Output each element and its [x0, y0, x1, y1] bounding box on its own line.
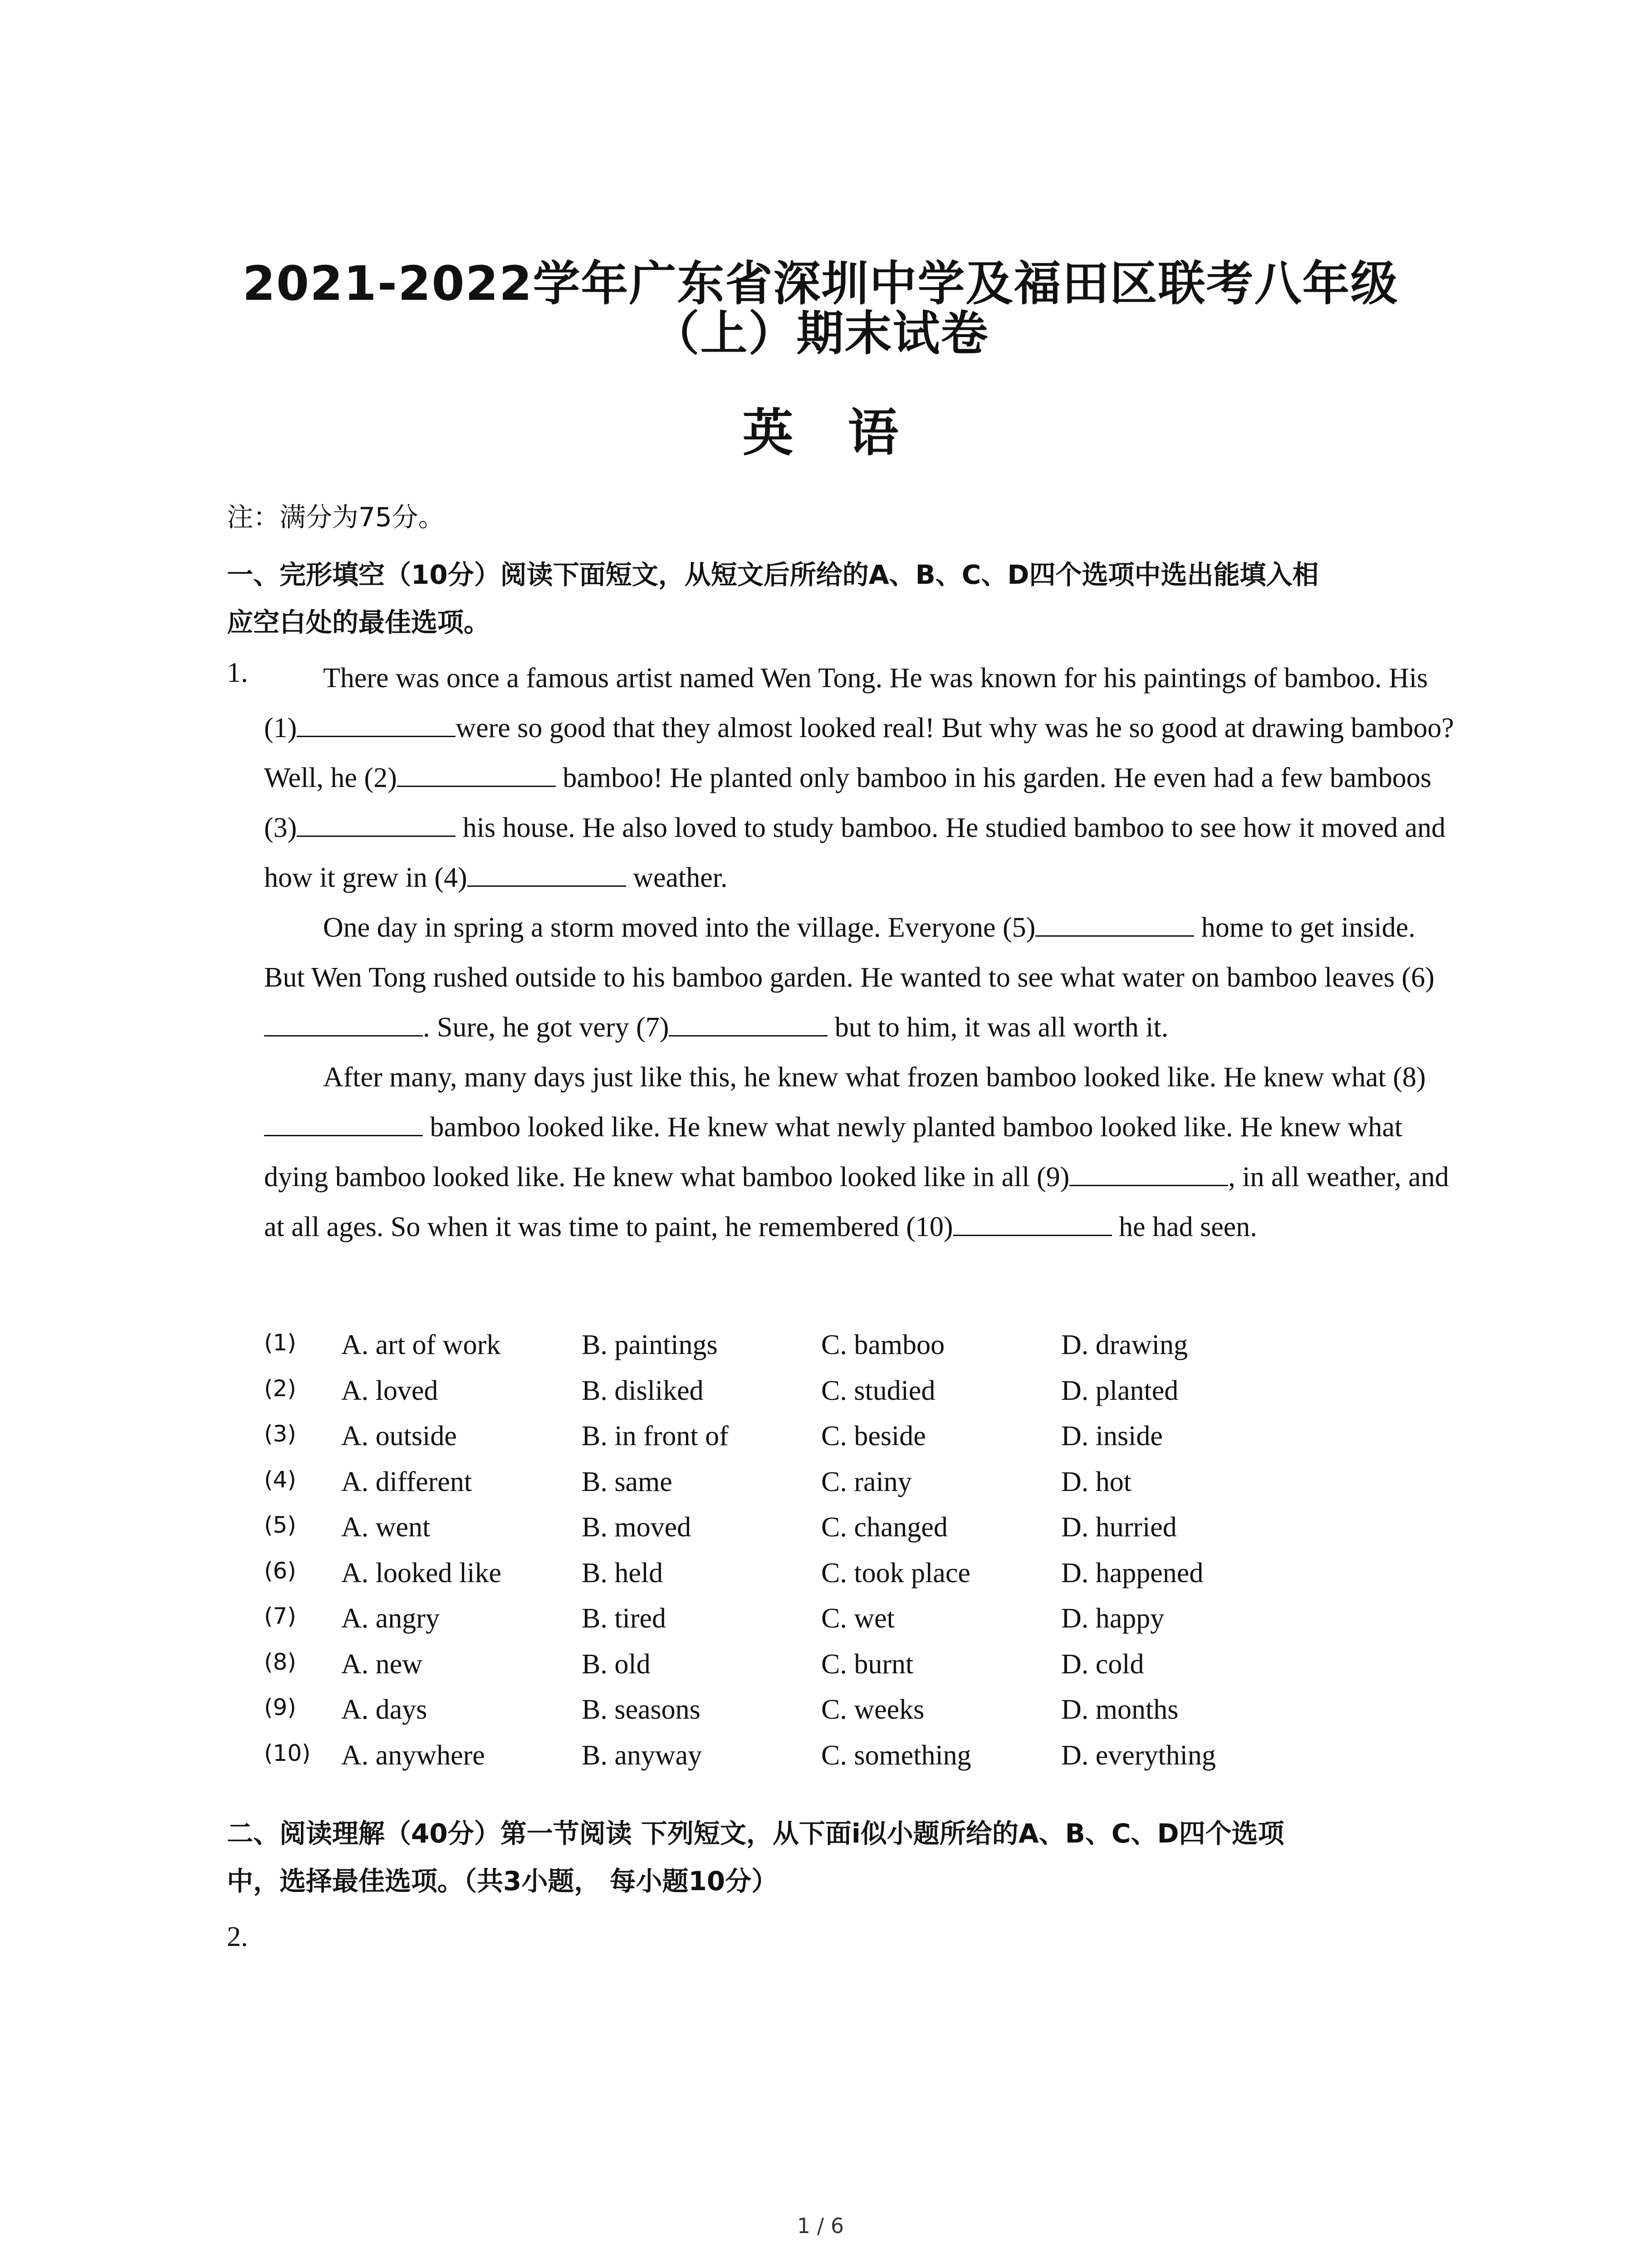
option-number: (9) — [264, 1694, 296, 1721]
passage-text: , in all weather, and at all ages. So when it was time to paint, he remembered (10) — [264, 1162, 1449, 1242]
passage-text: but to him, it was all worth it. — [828, 1012, 1169, 1043]
option-a[interactable]: A. loved — [341, 1375, 438, 1406]
option-number: (2) — [264, 1375, 296, 1402]
option-b[interactable]: B. tired — [582, 1603, 666, 1634]
option-number: (1) — [264, 1330, 296, 1356]
answer-blank-5[interactable] — [1035, 909, 1194, 937]
subject-heading: 英语 — [742, 404, 953, 463]
option-d[interactable]: D. months — [1061, 1694, 1179, 1725]
option-row — [264, 1735, 1489, 1781]
answer-blank-7[interactable] — [669, 1009, 828, 1036]
option-d[interactable]: D. hurried — [1061, 1512, 1177, 1543]
option-number: (6) — [264, 1557, 296, 1584]
answer-blank-3[interactable] — [297, 809, 456, 837]
passage-text: his house. He also loved to study bamboo. He studied bamboo to see how it moved and how it grew in (4) — [264, 812, 1446, 893]
passage-text: home to get inside. But Wen Tong rushed outside to his bamboo garden. He wanted to see what water on bamboo leaves (6) — [264, 912, 1435, 993]
option-a[interactable]: A. new — [341, 1648, 423, 1680]
option-c[interactable]: C. beside — [821, 1421, 926, 1452]
option-d[interactable]: D. everything — [1061, 1740, 1216, 1771]
option-number: (5) — [264, 1512, 296, 1538]
section-2-line2: 中，选择最佳选项。（共3小题， 每小题10分） — [227, 1866, 778, 1897]
answer-blank-2[interactable] — [397, 759, 556, 787]
answer-blank-4[interactable] — [467, 859, 626, 887]
section-1-line2: 应空白处的最佳选项。 — [227, 607, 490, 638]
question-1-number: 1. — [227, 657, 248, 688]
option-b[interactable]: B. seasons — [582, 1694, 700, 1725]
option-c[interactable]: C. rainy — [821, 1466, 912, 1497]
option-b[interactable]: B. anyway — [582, 1740, 702, 1771]
option-row — [264, 1553, 1489, 1598]
section-1-line1: 一、完形填空（10分）阅读下面短文，从短文后所给的A、B、C、D四个选项中选出能填入相 — [227, 559, 1319, 590]
question-2-number: 2. — [227, 1921, 248, 1952]
score-note: 注：满分为75分。 — [227, 502, 445, 533]
option-b[interactable]: B. same — [582, 1466, 672, 1497]
option-d[interactable]: D. cold — [1061, 1648, 1144, 1680]
option-c[interactable]: C. changed — [821, 1512, 948, 1543]
passage-paragraph-1 — [264, 653, 1462, 903]
option-b[interactable]: B. old — [582, 1648, 651, 1680]
option-number: (8) — [264, 1648, 296, 1675]
section-2-heading — [227, 1810, 1452, 1905]
option-a[interactable]: A. went — [341, 1512, 431, 1543]
option-d[interactable]: D. happy — [1061, 1603, 1165, 1634]
option-number: (7) — [264, 1603, 296, 1629]
section-1-heading — [227, 551, 1452, 646]
passage-paragraph-2 — [264, 903, 1462, 1052]
option-c[interactable]: C. wet — [821, 1603, 895, 1634]
cloze-passage — [264, 653, 1462, 1252]
option-row — [264, 1644, 1489, 1690]
option-c[interactable]: C. burnt — [821, 1648, 914, 1680]
option-row — [264, 1370, 1489, 1416]
answer-blank-8[interactable] — [264, 1109, 423, 1136]
option-number: (4) — [264, 1466, 296, 1493]
passage-paragraph-3 — [264, 1052, 1462, 1252]
passage-text: bamboo looked like. He knew what newly planted bamboo looked like. He knew what dying bamboo looked like. He knew what bamboo looked like in all (9) — [264, 1112, 1403, 1193]
document-title-line2: （上）期末试卷 — [652, 306, 989, 361]
answer-blank-10[interactable] — [953, 1208, 1112, 1236]
passage-text: weather. — [626, 862, 728, 893]
option-row — [264, 1507, 1489, 1553]
option-number: (10) — [264, 1740, 311, 1766]
option-d[interactable]: D. planted — [1061, 1375, 1179, 1406]
option-a[interactable]: A. days — [341, 1694, 427, 1725]
answer-blank-1[interactable] — [297, 709, 456, 737]
option-b[interactable]: B. held — [582, 1557, 663, 1589]
option-d[interactable]: D. drawing — [1061, 1330, 1188, 1360]
passage-text: he had seen. — [1112, 1212, 1257, 1242]
passage-text: bamboo! He planted only bamboo in his garden. He even had a few bamboos (3) — [264, 763, 1431, 843]
answer-options — [264, 1325, 1489, 1780]
option-row — [264, 1598, 1489, 1644]
option-number: (3) — [264, 1421, 296, 1447]
option-a[interactable]: A. angry — [341, 1603, 440, 1634]
answer-blank-9[interactable] — [1069, 1158, 1228, 1186]
page-number: 1 / 6 — [797, 2214, 844, 2238]
passage-text: After many, many days just like this, he knew what frozen bamboo looked like. He knew what (8) — [323, 1062, 1426, 1093]
passage-text: One day in spring a storm moved into the village. Everyone (5) — [323, 912, 1036, 943]
option-c[interactable]: C. took place — [821, 1557, 970, 1589]
option-b[interactable]: B. paintings — [582, 1330, 718, 1360]
option-d[interactable]: D. inside — [1061, 1421, 1163, 1452]
option-c[interactable]: C. studied — [821, 1375, 936, 1406]
option-c[interactable]: C. weeks — [821, 1694, 925, 1725]
option-row — [264, 1689, 1489, 1735]
option-row — [264, 1461, 1489, 1507]
option-b[interactable]: B. moved — [582, 1512, 691, 1543]
document-title-line1: 2021-2022学年广东省深圳中学及福田区联考八年级 — [242, 256, 1399, 311]
option-d[interactable]: D. happened — [1061, 1557, 1204, 1589]
option-a[interactable]: A. outside — [341, 1421, 457, 1452]
option-a[interactable]: A. anywhere — [341, 1740, 485, 1771]
option-d[interactable]: D. hot — [1061, 1466, 1132, 1497]
option-c[interactable]: C. bamboo — [821, 1330, 945, 1360]
option-b[interactable]: B. in front of — [582, 1421, 729, 1452]
passage-text: were so good that they almost looked real! But why was he so good at drawing bamboo? Well, he (2) — [264, 713, 1454, 793]
option-a[interactable]: A. looked like — [341, 1557, 501, 1589]
answer-blank-6[interactable] — [264, 1009, 423, 1036]
passage-text: . Sure, he got very (7) — [423, 1012, 669, 1043]
passage-text: There was once a famous artist named Wen Tong. He was known for his paintings of bamboo. His (1) — [264, 663, 1428, 743]
option-a[interactable]: A. art of work — [341, 1330, 501, 1360]
option-c[interactable]: C. something — [821, 1740, 971, 1771]
section-2-line1: 二、阅读理解（40分）第一节阅读 下列短文，从下面i似小题所给的A、B、C、D四个选项 — [227, 1818, 1284, 1849]
option-b[interactable]: B. disliked — [582, 1375, 704, 1406]
option-a[interactable]: A. different — [341, 1466, 472, 1497]
option-row — [264, 1416, 1489, 1461]
option-row — [264, 1325, 1489, 1370]
